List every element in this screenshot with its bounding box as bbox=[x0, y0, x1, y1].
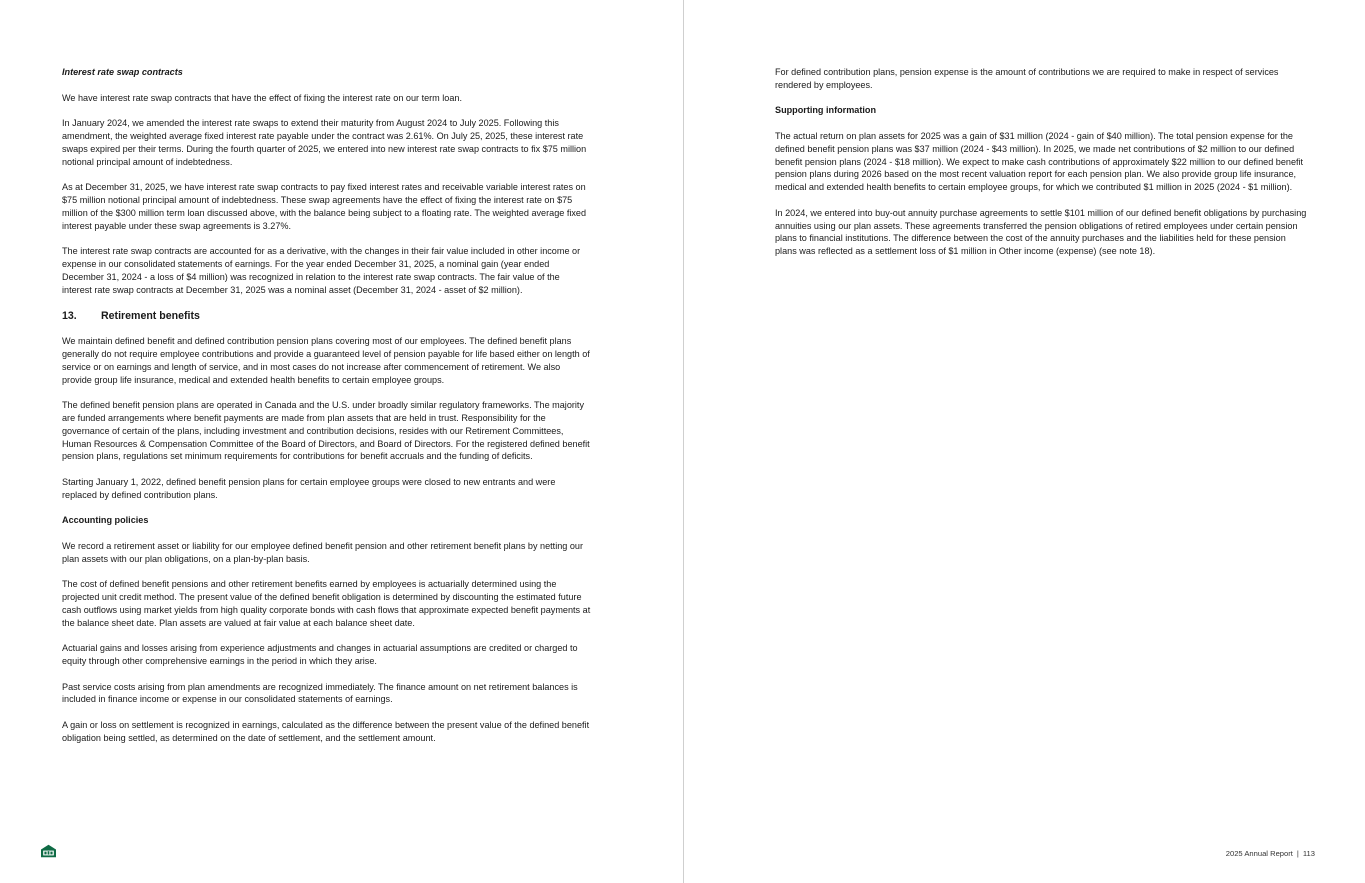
section-title: Retirement benefits bbox=[101, 310, 200, 323]
page-divider bbox=[683, 0, 684, 883]
accounting-paragraph-4: Past service costs arising from plan amendments are recognized immediately. The finance amount on net retirement balances is included in finance income or expense in our consolidated statements of earnings. bbox=[62, 681, 578, 705]
retirement-paragraph-3: Starting January 1, 2022, defined benefit pension plans for certain employee groups were closed to new entrants and were replaced by defined contribution plans. bbox=[62, 476, 556, 500]
right-column bbox=[775, 66, 1310, 271]
page-number: 113 bbox=[1302, 849, 1315, 858]
accounting-paragraph-2: The cost of defined benefit pensions and other retirement benefits earned by employees is actuarially determined using the projected unit credit method. The present value of the defined benefit obligation is determined by discounting the estimated future cash outflows using market yields from high quality corporate bonds with cash flows that approximate expected benefit payments at the balance sheet date. Plan assets are valued at fair value at each balance sheet date. bbox=[62, 579, 591, 628]
accounting-paragraph-5: A gain or loss on settlement is recognized in earnings, calculated as the difference between the present value of the defined benefit obligation being settled, as determined on the date of settlement, and the settlement amount. bbox=[62, 720, 590, 743]
swap-paragraph-4: The interest rate swap contracts are accounted for as a derivative, with the changes in their fair value included in other income or expense in our consolidated statements of earnings. For the year ended December 31, 2025, a nominal gain (year ended December 31, 2024 - a loss of $4 million) was recognized in relation to the interest rate swap contracts. The fair value of the interest rate swap contracts at December 31, 2025 was a nominal asset (December 31, 2024 - asset of $2 million). bbox=[62, 246, 581, 295]
supporting-paragraph-1: The actual return on plan assets for 2025 was a gain of $31 million (2024 - gain of $40 million). The total pension expense for the defined benefit pension plans was $37 million (2024 - $43 million). In 2025, we made net contributions of $2 million to our defined benefit pension plans (2024 - $18 million). We expect to make cash contributions of approximately $22 million to our defined benefit pension plans during 2026 based on the most recent valuation report for each pension plan. We also provide group life insurance, medical and extended health benefits to certain employee groups, for which we contributed $1 million in 2025 (2024 - $1 million). bbox=[775, 130, 1304, 193]
retirement-paragraph-1: We maintain defined benefit and defined contribution pension plans covering most of our employees. The defined benefit plans generally do not require employee contributions and provide a guaranteed level of pension payable for life based either on length of service or on earnings and length of service, and in most cases do not increase after commencement of retirement. We also provide group life insurance, medical and extended health benefits to certain employee groups. bbox=[62, 336, 590, 385]
retirement-paragraph-2: The defined benefit pension plans are operated in Canada and the U.S. under broadly similar regulatory frameworks. The majority are funded arrangements where benefit payments are made from plan assets that are held in trust. Responsibility for the governance of certain of the plans, including investment and contribution decisions, resides with our Retirement Committees, Human Resources & Compensation Committee of the Board of Directors, and Board of Directors. For the registered defined benefit pension plans, regulations set minimum requirements for contributions for benefit accruals and the funding of deficits. bbox=[62, 400, 590, 462]
supporting-heading: Supporting information bbox=[775, 105, 877, 116]
section-number: 13. bbox=[62, 310, 77, 323]
swap-paragraph-2: In January 2024, we amended the interest rate swaps to extend their maturity from August 2024 to July 2025. Following this amendment, the weighted average fixed interest rate payable under the contract was 2.61%. On July 25, 2025, these interest rate swaps expired per their terms. During the fourth quarter of 2025, we entered into new interest rate swap contracts to fix $75 million notional principal amount of indebtedness. bbox=[62, 118, 587, 167]
accounting-heading: Accounting policies bbox=[62, 515, 149, 526]
swap-heading: Interest rate swap contracts bbox=[62, 67, 183, 77]
accounting-paragraph-3: Actuarial gains and losses arising from experience adjustments and changes in actuarial assumptions are credited or charged to equity through other comprehensive earnings in the period in which they arise. bbox=[62, 643, 578, 667]
home-logo-icon[interactable] bbox=[40, 844, 57, 858]
left-column bbox=[62, 66, 592, 757]
swap-paragraph-1: We have interest rate swap contracts that have the effect of fixing the interest rate on our term loan. bbox=[62, 92, 463, 103]
footer-separator: | bbox=[1296, 849, 1299, 858]
swap-paragraph-3: As at December 31, 2025, we have interest rate swap contracts to pay fixed interest rates and receivable variable interest rates on $75 million notional principal amount of indebtedness. These swap agreements have the effect of fixing the interest rate on $75 million of the $300 million term loan discussed above, with the balance being subject to a floating rate. The weighted average fixed interest payable under these swap agreements is 3.27%. bbox=[62, 182, 587, 231]
report-label: 2025 Annual Report bbox=[1225, 849, 1293, 858]
section-heading bbox=[62, 309, 592, 323]
page-footer bbox=[1226, 849, 1315, 858]
defined-contribution-paragraph: For defined contribution plans, pension expense is the amount of contributions we are required to make in respect of services rendered by employees. bbox=[775, 67, 1279, 90]
accounting-paragraph-1: We record a retirement asset or liability for our employee defined benefit pension and other retirement benefit plans by netting our plan assets with our plan obligations, on a plan-by-plan basis. bbox=[62, 540, 583, 564]
home-logo-glyph bbox=[40, 844, 57, 858]
supporting-paragraph-2: In 2024, we entered into buy-out annuity purchase agreements to settle $101 million of our defined benefit obligations by purchasing annuities using our plan assets. These agreements transferred the pension obligations of retired employees under certain pension plans to financial institutions. The difference between the cost of the annuity purchases and the liabilities held for these pension plans was reflected as a settlement loss of $1 million in Other income (expense) (see note 18). bbox=[775, 207, 1307, 257]
